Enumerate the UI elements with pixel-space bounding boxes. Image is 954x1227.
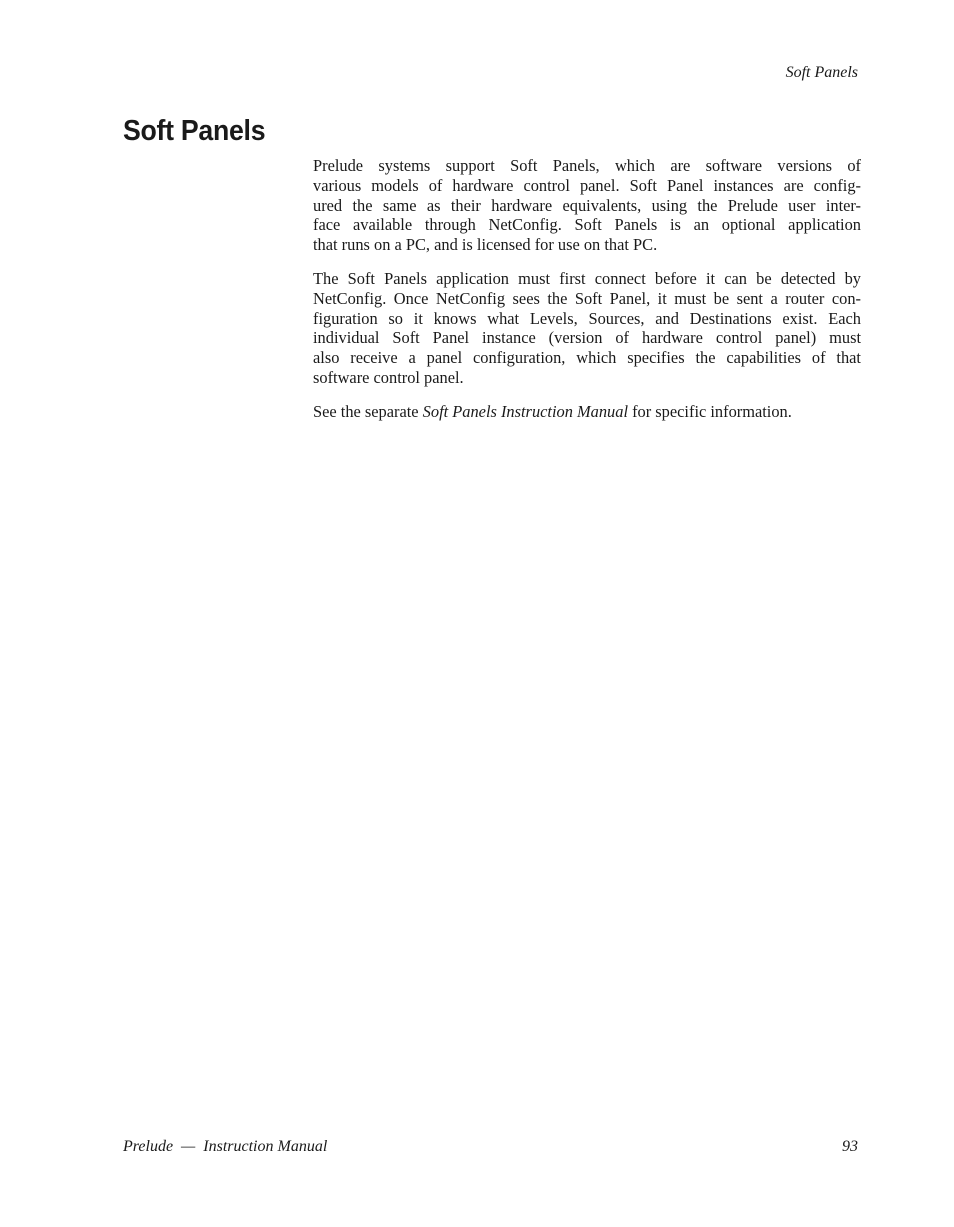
text-line: individual Soft Panel instance (version of hardware control panel) must bbox=[313, 328, 861, 348]
paragraph-intro bbox=[313, 156, 861, 255]
paragraph-connection bbox=[313, 269, 861, 388]
paragraph-reference bbox=[313, 402, 861, 422]
text-line: ured the same as their hardware equivalents, using the Prelude user inter- bbox=[313, 195, 861, 215]
footer-page-number: 93 bbox=[842, 1138, 858, 1155]
text-line: also receive a panel configuration, which specifies the capabilities of that bbox=[313, 348, 861, 368]
footer-manual-title: Prelude — Instruction Manual bbox=[123, 1138, 328, 1155]
manual-reference: Soft Panels Instruction Manual bbox=[422, 401, 628, 421]
text-line: that runs on a PC, and is licensed for use on that PC. bbox=[313, 235, 658, 255]
text-line: software control panel. bbox=[313, 367, 464, 387]
text-line: Prelude systems support Soft Panels, which are software versions of bbox=[313, 156, 861, 175]
text-line: figuration so it knows what Levels, Sources, and Destinations exist. Each bbox=[313, 308, 861, 328]
reference-text-before: See the separate bbox=[313, 401, 423, 421]
body-text bbox=[313, 156, 861, 436]
running-header: Soft Panels bbox=[785, 64, 858, 81]
section-title: Soft Panels bbox=[123, 115, 266, 147]
text-line: various models of hardware control panel. Soft Panel instances are config- bbox=[313, 175, 861, 195]
reference-text-after: for specific information. bbox=[628, 401, 792, 421]
text-line: The Soft Panels application must first connect before it can be detected by bbox=[313, 268, 861, 288]
text-line: face available through NetConfig. Soft Panels is an optional application bbox=[313, 215, 861, 235]
text-line: NetConfig. Once NetConfig sees the Soft Panel, it must be sent a router con- bbox=[313, 288, 861, 308]
